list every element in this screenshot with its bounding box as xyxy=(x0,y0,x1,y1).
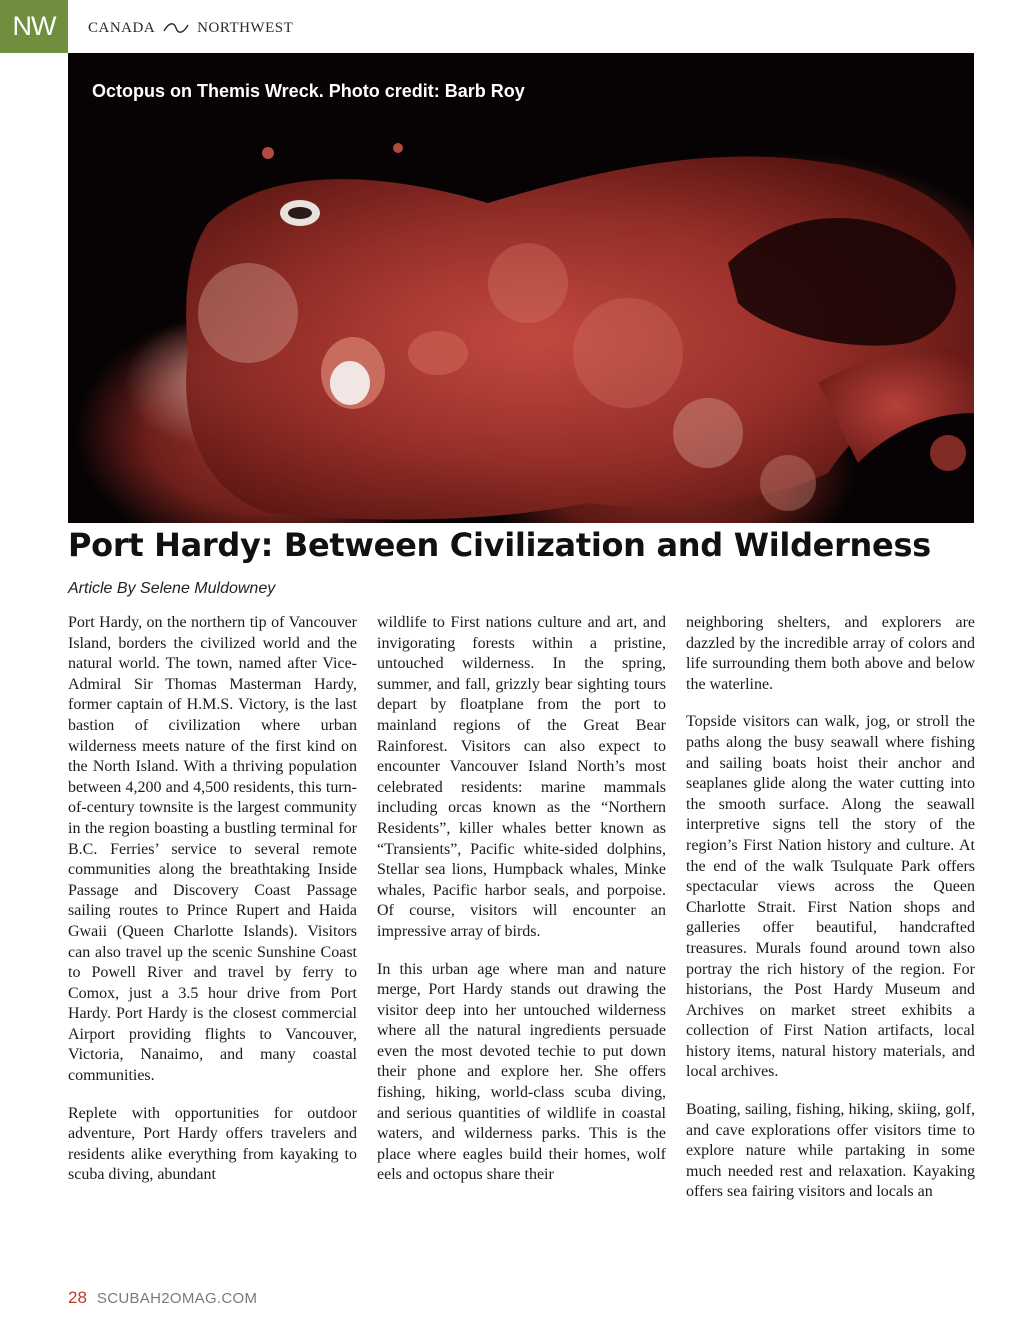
section-badge: NW xyxy=(0,0,68,53)
site-url: SCUBAH2OMAG.COM xyxy=(96,1290,258,1307)
tilde-icon xyxy=(163,21,189,35)
article-paragraph: Port Hardy, on the northern tip of Vancouver Island, borders the civilized world and the natural world. The town, named after Vice-Admiral Sir Thomas Masterman Hardy, former captain of H.M.S. Victory, is the last bastion of civilization where urban wilderness meets nature of the first kind on the North Island. With a thriving population between 4,200 and 4,500 residents, this turn-of-century townsite is the largest community in the region boasting a bustling terminal for B.C. Ferries’ service to several remote communities along the breathtaking Inside Passage and Discovery Coast Passage sailing routes to Prince Rupert and Haida Gwaii (Queen Charlotte Islands). Visitors can also travel up the scenic Sunshine Coast to Powell River and travel by ferry to Comox, just a 3.5 hour drive from Port Hardy. Port Hardy is the closest commercial Airport providing flights to Vancouver, Victoria, Nanaimo, and many coastal communities. xyxy=(68,614,357,1085)
article-column-1 xyxy=(68,613,357,1203)
article-title: Port Hardy: Between Civilization and Wilderness xyxy=(68,526,931,564)
article-paragraph: Boating, sailing, fishing, hiking, skiing, golf, and cave explorations offer visitors time to explore nature while partaking in some much needed rest and relaxation. Kayaking offers sea fairing visitors and locals an xyxy=(686,1101,975,1201)
section-label-canada: CANADA xyxy=(88,19,156,36)
article-paragraph: In this urban age where man and nature merge, Port Hardy stands out drawing the visitor deep into her untouched wilderness where all the natural ingredients persuade even the most devoted techie to put down their phone and explore her. She offers fishing, hiking, world-class scuba diving, and serious quantities of wildlife in coastal waters, and wilderness parks. This is the place where eagles build their homes, wolf eels and octopus share their xyxy=(377,960,666,1184)
article-paragraph: wildlife to First nations culture and art, and invigorating forests within a pristine, untouched wilderness. In the spring, summer, and fall, grizzly bear sighting tours depart by floatplane from the port to mainland regions of the Great Bear Rainforest. Visitors can also expect to encounter Vancouver Island North’s most celebrated residents: marine mammals including orcas known as the “Northern Residents”, killer whales better known as “Transients”, Pacific white-sided dolphins, Stellar sea lions, Humpback whales, Minke whales, Pacific harbor seals, and porpoise. Of course, visitors will encounter an impressive array of birds. xyxy=(377,614,666,940)
article-column-3 xyxy=(686,613,975,1220)
octopus-illustration xyxy=(68,53,974,523)
article-column-2 xyxy=(377,613,666,1203)
article-paragraph: Replete with opportunities for outdoor adventure, Port Hardy offers travelers and residents alike everything from kayaking to scuba diving, abundant xyxy=(68,1104,357,1184)
photo-caption: Octopus on Themis Wreck. Photo credit: Barb Roy xyxy=(92,81,525,101)
page-number: 28 xyxy=(68,1288,87,1307)
article-paragraph: neighboring shelters, and explorers are dazzled by the incredible array of colors and life surrounding them both above and below the waterline. xyxy=(686,614,975,693)
article-paragraph: Topside visitors can walk, jog, or stroll the paths along the busy seawall where fishing and sailing boats hoist their anchor and seaplanes glide along the water cutting into the smooth surface. Along the seawall interpretive signs tell the story of the region’s First Nation history and culture. At the end of the walk Tsulquate Park offers spectacular views across the Queen Charlotte Strait. First Nation shops and galleries offer beautiful, handcrafted treasures. Murals found around town also portray the rich history of the region. For historians, the Post Hardy Museum and Archives on market street exhibits a collection of First Nation artifacts, local history items, natural history materials, and local archives. xyxy=(686,713,975,1081)
octopus-photo xyxy=(68,53,974,523)
article-byline: Article By Selene Muldowney xyxy=(68,580,276,597)
page-footer xyxy=(68,1288,257,1310)
section-label-northwest: NORTHWEST xyxy=(197,19,294,36)
section-header xyxy=(88,17,293,39)
